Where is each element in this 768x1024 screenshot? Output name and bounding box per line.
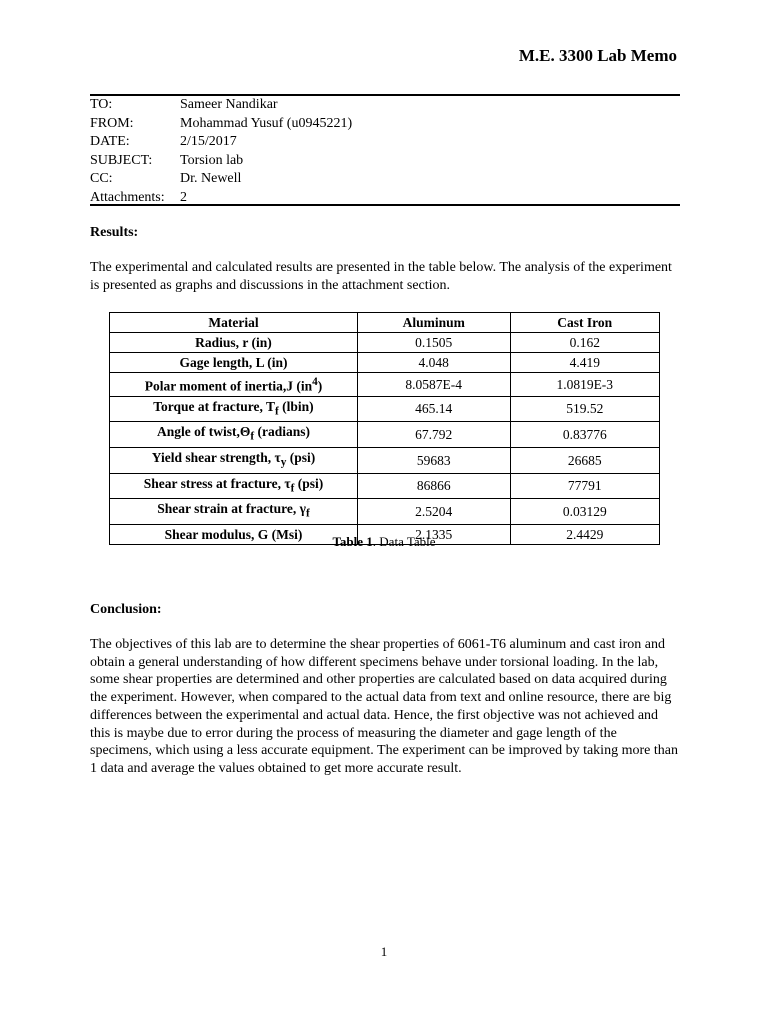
caption-label: Table 1 xyxy=(332,534,373,549)
cast-iron-value: 519.52 xyxy=(510,396,660,422)
header-row-to xyxy=(90,96,352,115)
row-label xyxy=(110,373,358,397)
table-row xyxy=(110,373,660,397)
header-row-from xyxy=(90,115,352,134)
results-intro: The experimental and calculated results are presented in the table below. The analysis of the experiment is presented as graphs and discussions in the attachment section. xyxy=(90,260,672,293)
header-value: 2 xyxy=(180,189,187,205)
row-label xyxy=(110,473,358,499)
row-label-subscript: f xyxy=(250,430,255,443)
header-row-date xyxy=(90,133,352,152)
row-label xyxy=(110,396,358,422)
row-label-subscript: f xyxy=(275,405,279,418)
row-label-subscript: f xyxy=(305,507,310,520)
aluminum-value: 86866 xyxy=(357,473,510,499)
header-value: 2/15/2017 xyxy=(180,134,237,149)
header-bottom-rule xyxy=(90,204,680,206)
row-label-subscript: y xyxy=(280,456,287,469)
aluminum-value: 465.14 xyxy=(357,396,510,422)
cast-iron-value: 4.419 xyxy=(510,353,660,373)
table-row xyxy=(110,422,660,448)
aluminum-value: 67.792 xyxy=(357,422,510,448)
aluminum-value: 4.048 xyxy=(357,353,510,373)
row-label-main: Yield shear strength, τ xyxy=(151,449,281,465)
cast-iron-value: 0.03129 xyxy=(510,499,660,525)
header-key: FROM: xyxy=(90,115,134,131)
row-label-main: Shear strain at fracture, γ xyxy=(157,501,306,517)
header-key: SUBJECT: xyxy=(90,152,153,168)
header-key: CC: xyxy=(90,171,113,186)
column-header-material: Material xyxy=(110,313,358,333)
row-label xyxy=(110,447,358,473)
row-label-main: Angle of twist,Θ xyxy=(156,424,251,440)
aluminum-value: 59683 xyxy=(357,447,510,473)
row-label xyxy=(110,422,358,448)
header-value: Mohammad Yusuf (u0945221) xyxy=(180,115,353,131)
table-header-row xyxy=(110,313,660,333)
header-key: TO: xyxy=(90,97,113,112)
row-label-end: ) xyxy=(317,378,323,394)
row-label-superscript: 4 xyxy=(312,376,318,388)
header-key: Attachments: xyxy=(90,189,165,205)
row-label-subscript: f xyxy=(290,482,295,495)
row-label-main: Torque at fracture, T xyxy=(153,398,276,414)
aluminum-value: 8.0587E-4 xyxy=(357,373,510,397)
cast-iron-value: 26685 xyxy=(510,447,660,473)
row-label: Gage length, L (in) xyxy=(110,353,358,373)
header-value: Dr. Newell xyxy=(180,171,242,186)
row-label-main: Polar moment of inertia,J (in xyxy=(144,378,313,394)
cast-iron-value: 0.162 xyxy=(510,333,660,353)
row-label-end: (psi) xyxy=(294,475,324,491)
conclusion-text: The objectives of this lab are to determine the shear properties of 6061-T6 aluminum and cast iron and obtain a general understanding of how different specimens behave under torsional loading. In the lab, some shear properties are determined and other properties are calculated based on data acquired during the experiment. However, when compared to the actual data from text and online resource, there are big differences between the experimental and actual data. Hence, the first objective was not achieved and this is maybe due to error during the process of measuring the diameter and gage length of the specimens, which using a less accurate equipment. The experiment can be improved by taking more than 1 data and average the values obtained to get more accurate result. xyxy=(90,637,678,776)
table-row xyxy=(110,447,660,473)
table-row xyxy=(110,353,660,373)
cast-iron-value: 2.4429 xyxy=(510,524,660,544)
column-header-cast-iron: Cast Iron xyxy=(510,313,660,333)
aluminum-value: 2.1335 xyxy=(357,524,510,544)
table-row xyxy=(110,333,660,353)
row-label: Shear modulus, G (Msi) xyxy=(110,524,358,544)
header-value: Torsion lab xyxy=(180,152,244,168)
cast-iron-value: 1.0819E-3 xyxy=(510,373,660,397)
table-row xyxy=(110,499,660,525)
cast-iron-value: 0.83776 xyxy=(510,422,660,448)
results-heading: Results: xyxy=(90,225,139,240)
row-label-end: (radians) xyxy=(254,424,310,440)
row-label-end: (psi) xyxy=(286,449,316,465)
page-number: 1 xyxy=(380,944,388,959)
caption-text: . Data Table xyxy=(372,534,436,549)
header-key: DATE: xyxy=(90,134,130,149)
table-row xyxy=(110,396,660,422)
header-row-subject xyxy=(90,152,352,171)
table-caption xyxy=(0,534,768,550)
row-label: Radius, r (in) xyxy=(110,333,358,353)
header-value: Sameer Nandikar xyxy=(180,97,278,112)
memo-header xyxy=(90,96,352,207)
conclusion-heading: Conclusion: xyxy=(90,602,162,617)
header-row-cc xyxy=(90,170,352,189)
column-header-aluminum: Aluminum xyxy=(357,313,510,333)
cast-iron-value: 77791 xyxy=(510,473,660,499)
table-row xyxy=(110,473,660,499)
aluminum-value: 2.5204 xyxy=(357,499,510,525)
row-label-main: Shear stress at fracture, τ xyxy=(143,475,291,491)
data-table xyxy=(109,312,660,545)
row-label-end: (lbin) xyxy=(278,398,314,414)
aluminum-value: 0.1505 xyxy=(357,333,510,353)
row-label xyxy=(110,499,358,525)
memo-title: M.E. 3300 Lab Memo xyxy=(518,46,677,65)
